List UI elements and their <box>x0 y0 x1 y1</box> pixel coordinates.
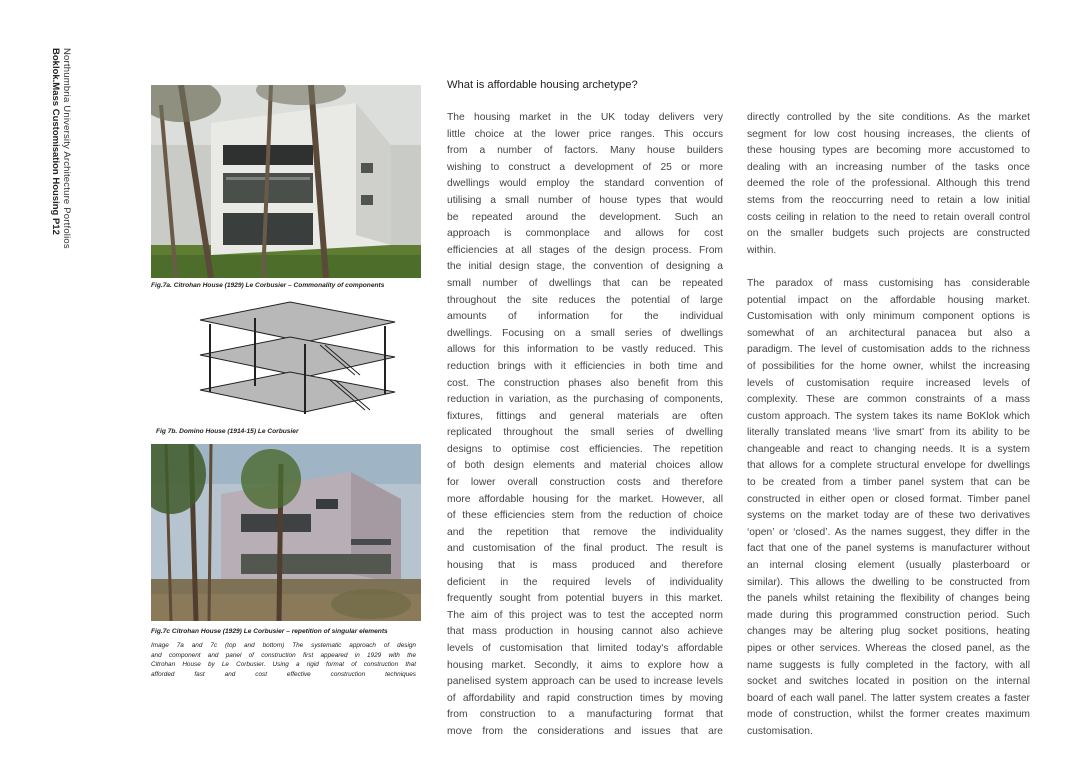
paragraph-line: costs ceiling in relation to the need to retain overall control <box>747 211 1030 223</box>
paragraph-line: allows for this information to be vastly reduced. This <box>447 344 723 356</box>
paragraph-line: Customisation with only minimum component options is <box>747 311 1030 323</box>
paragraph-line: deemed the role of the professional. Although this trend <box>747 178 1030 190</box>
paragraph-line: custom approach. The system takes its name BoKlok which <box>747 410 1030 422</box>
paragraph-line: The paradox of mass customising has considerable <box>747 277 1030 289</box>
paragraph-line: from construction to a manufacturing format that <box>447 709 723 721</box>
paragraph-line: these housing types are becoming more accustomed to <box>747 145 1030 157</box>
figure-note <box>151 641 416 679</box>
paragraph-line: stems from the reoccurring need to retain a low initial <box>747 194 1030 206</box>
paragraph-line: to be created from a timber panel system that can be <box>747 477 1030 489</box>
paragraph-line: systems on the market today are of these two derivatives <box>747 510 1030 522</box>
paragraph-line: amounts of information for the individual <box>447 311 723 323</box>
paragraph-line: utilising a small number of house types that would <box>447 194 723 206</box>
paragraph-line: and customisation of the final product. The result is <box>447 543 723 555</box>
paragraph-line: reduction in variation, as the purchasing of components, <box>447 394 723 406</box>
article-column-2 <box>747 110 1030 741</box>
paragraph-line: complexity. These are common constraints of a mass <box>747 394 1030 406</box>
paragraph-line: of possibilities for the home owner, whilst the increasing <box>747 360 1030 372</box>
paragraph-line: that allows for a complete structural envelope for dwellings <box>747 460 1030 472</box>
paragraph-line: from a number of factors. Many house builders <box>447 145 723 157</box>
paragraph-line: customisation. <box>747 725 813 737</box>
project-title: Boklok.Mass Customisation Housing P12 <box>50 48 61 235</box>
paragraph-line: name suggests is fully completed in the factory, with all <box>747 659 1030 671</box>
paragraph-line: approach is commonplace and allows for cost <box>447 228 723 240</box>
paragraph-line: levels of customisation require increased levels of <box>747 377 1030 389</box>
article-column-1 <box>447 110 723 741</box>
portfolio-title: Northumbria University Architecture Portfolios <box>61 48 72 249</box>
paragraph-line: housing market. Secondly, it aims to explore how a <box>447 659 723 671</box>
paragraph-line: of these efficiencies stem from the reduction of choice <box>447 510 723 522</box>
paragraph-line: wishing to construct a development of 25 or more <box>447 161 723 173</box>
paragraph-line: housing that is mass produced and therefore <box>447 560 723 572</box>
paragraph-line: an internal closing element (usually plasterboard or <box>747 560 1030 572</box>
sidebar-title <box>50 48 72 248</box>
figure-7c-caption: Fig.7c Citrohan House (1929) Le Corbusier – repetition of singular elements <box>151 628 388 635</box>
paragraph-line: little choice at the lower price ranges. This occurs <box>447 128 723 140</box>
paragraph-line: the initial design stage, the convention of designing a <box>447 261 723 273</box>
note-line: Citrohan House by Le Corbusier. Using a rigid format of construction that <box>151 661 416 668</box>
paragraph-line: small number of dwellings that can be repeated <box>447 277 723 289</box>
paragraph-line: fixtures, fittings and general materials are often <box>447 410 723 422</box>
citrohan-house-photo-bottom <box>151 444 421 621</box>
paragraph-line: pipes or other services. Whereas the closed panel, as the <box>747 643 1030 654</box>
paragraph-line: changes may be altering plug socket positions, heating <box>747 626 1030 638</box>
paragraph-line: dealing with an increasing number of the tasks once <box>747 161 1030 173</box>
figure-7a-caption: Fig.7a. Citrohan House (1929) Le Corbusier – Commonality of components <box>151 282 385 289</box>
note-line: afforded fast and cost effective construction techniques <box>151 670 416 678</box>
paragraph-line: The aim of this project was to test the accepted norm <box>447 609 723 621</box>
paragraph-line: on the smaller budgets such projects are constructed <box>747 228 1030 240</box>
paragraph-line: that mass production in housing cannot also achieve <box>447 626 723 638</box>
paragraph-line: of both design elements and material choices allow <box>447 460 723 472</box>
paragraph-line: and the repetition that remove the individuality <box>447 526 723 538</box>
paragraph-line: move from the considerations and issues that are <box>447 725 723 737</box>
paragraph-line: board of each wall panel. The latter system creates a faster <box>747 692 1030 704</box>
paragraph-line: the panels whilst retaining the flexibility of changes being <box>747 593 1030 605</box>
paragraph-line: constructed in either open or closed format. Timber panel <box>747 493 1030 505</box>
paragraph-line: replicated throughout the small series of dwelling <box>447 427 723 439</box>
paragraph-line: of affordability and rapid construction times by moving <box>447 692 723 704</box>
paragraph-line: similar). This allows the dwelling to be constructed from <box>747 576 1030 588</box>
paragraph-line: socket and switches located in position on the internal <box>747 676 1030 688</box>
domino-house-drawing <box>170 300 400 424</box>
paragraph-line: ‘open’ or ‘closed’. As the names suggest, they differ in the <box>747 526 1030 538</box>
paragraph-line: designs to optimise cost efficiencies. The repetition <box>447 443 723 455</box>
paragraph-line: fact that one of the panel systems is manufacturer without <box>747 543 1030 555</box>
figure-7b-caption: Fig 7b. Domino House (1914-15) Le Corbusier <box>156 428 299 435</box>
note-line: Image 7a and 7c (top and bottom) The systematic approach of design <box>151 642 416 649</box>
paragraph-line: be repeated around the development. Such an <box>447 211 723 223</box>
paragraph-line: deficient in the required levels of individuality <box>447 576 723 588</box>
note-line: and component and panel of construction first appeared in 1929 with the <box>151 651 416 659</box>
paragraph-line: The housing market in the UK today delivers very <box>447 112 723 123</box>
paragraph-line: paradigm. The level of customisation adds to the richness <box>747 344 1030 356</box>
paragraph-line: for lower overall construction costs and therefore <box>447 477 723 489</box>
paragraph-line: within. <box>747 244 777 256</box>
paragraph-line: made during this programmed construction period. Such <box>747 609 1030 621</box>
paragraph-line: mode of construction, whilst the former creates maximum <box>747 709 1030 721</box>
paragraph-line: more affordable housing for the market. However, all <box>447 493 723 505</box>
paragraph-line: cost. The construction phases also benefit from this <box>447 377 723 389</box>
paragraph-line: throughout the site reduces the potential of large <box>447 294 723 306</box>
paragraph-line: literally translated means ‘live smart’ from its ability to be <box>747 427 1030 439</box>
paragraph-line: potential impact on the affordable housing market. <box>747 294 1030 306</box>
paragraph-line: changeable and react to changing needs. It is a system <box>747 443 1030 455</box>
paragraph-line: frequently sought from potential buyers in this market. <box>447 593 723 605</box>
paragraph-line: panelised system approach can be used to increase levels <box>447 676 723 688</box>
paragraph-line: efficiencies at all stages of the design process. From <box>447 244 723 256</box>
paragraph-line: dwellings would employ the standard convention of <box>447 178 723 190</box>
paragraph-line: levels of customisation that limited today's affordable <box>447 643 723 654</box>
citrohan-house-photo-top <box>151 85 421 278</box>
article-heading: What is affordable housing archetype? <box>447 79 638 91</box>
paragraph-line: directly controlled by the site conditions. As the market <box>747 112 1030 123</box>
paragraph-gap <box>747 259 1030 276</box>
paragraph-line: dwellings. Focusing on a small series of dwellings <box>447 327 723 339</box>
paragraph-line: somewhat of an architectural panacea but also a <box>747 327 1030 339</box>
paragraph-line: segment for low cost housing increases, the clients of <box>747 128 1030 140</box>
paragraph-line: reduction brings with it efficiencies in both time and <box>447 360 723 372</box>
